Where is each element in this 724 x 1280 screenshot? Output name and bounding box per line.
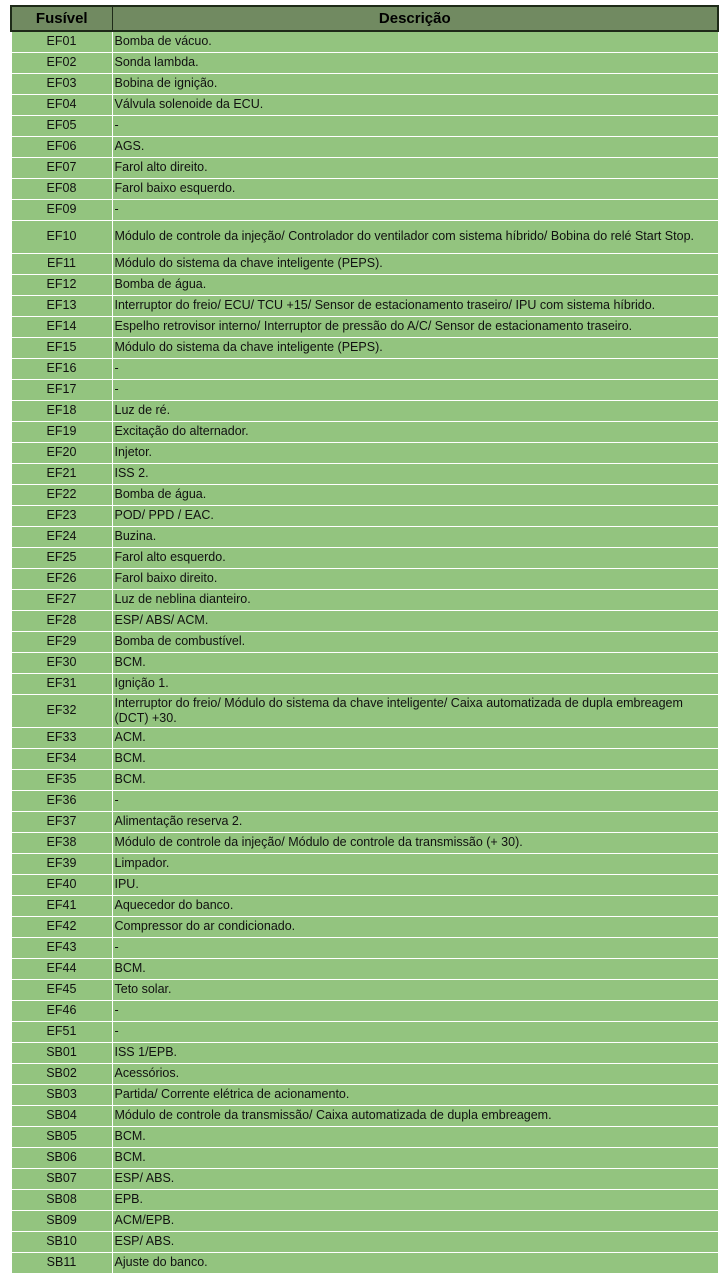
table-row: [11, 748, 718, 769]
table-row: [11, 1231, 718, 1252]
table-row: [11, 652, 718, 673]
fuse-id-cell: EF20: [11, 442, 112, 463]
fuse-description-cell: BCM.: [112, 652, 718, 673]
fuse-id-cell: EF34: [11, 748, 112, 769]
table-row: [11, 115, 718, 136]
fuse-description-cell: Bobina de ignição.: [112, 73, 718, 94]
fuse-id-cell: EF28: [11, 610, 112, 631]
table-row: [11, 937, 718, 958]
table-row: [11, 1210, 718, 1231]
fuse-description-cell: Ajuste do banco.: [112, 1252, 718, 1273]
fuse-description-cell: Módulo de controle da injeção/ Módulo de controle da transmissão (+ 30).: [112, 832, 718, 853]
fuse-description-cell: ISS 1/EPB.: [112, 1042, 718, 1063]
fuse-id-cell: EF09: [11, 199, 112, 220]
table-row: [11, 694, 718, 727]
fuse-description-cell: Partida/ Corrente elétrica de acionamento.: [112, 1084, 718, 1105]
fuse-id-cell: SB05: [11, 1126, 112, 1147]
fuse-id-cell: SB03: [11, 1084, 112, 1105]
table-row: [11, 73, 718, 94]
fuse-description-cell: BCM.: [112, 958, 718, 979]
fuse-description-cell: Aquecedor do banco.: [112, 895, 718, 916]
table-row: [11, 1042, 718, 1063]
table-row: [11, 874, 718, 895]
fuse-id-cell: SB10: [11, 1231, 112, 1252]
table-row: [11, 1252, 718, 1273]
fuse-description-cell: Válvula solenoide da ECU.: [112, 94, 718, 115]
fuse-description-cell: Ignição 1.: [112, 673, 718, 694]
table-row: [11, 178, 718, 199]
table-row: [11, 979, 718, 1000]
fuse-id-cell: EF22: [11, 484, 112, 505]
fuse-description-cell: Bomba de combustível.: [112, 631, 718, 652]
table-row: [11, 379, 718, 400]
fuse-description-cell: -: [112, 379, 718, 400]
fuse-description-cell: -: [112, 1000, 718, 1021]
fuse-description-cell: Luz de ré.: [112, 400, 718, 421]
fuse-description-cell: Farol baixo esquerdo.: [112, 178, 718, 199]
table-row: [11, 568, 718, 589]
fuse-description-cell: -: [112, 199, 718, 220]
fuse-description-cell: Excitação do alternador.: [112, 421, 718, 442]
fuse-description-cell: POD/ PPD / EAC.: [112, 505, 718, 526]
table-row: [11, 463, 718, 484]
table-row: [11, 1000, 718, 1021]
fuse-id-cell: EF43: [11, 937, 112, 958]
fuse-id-cell: EF44: [11, 958, 112, 979]
fuse-description-cell: Farol baixo direito.: [112, 568, 718, 589]
table-row: [11, 505, 718, 526]
fuse-id-cell: EF36: [11, 790, 112, 811]
fuse-description-cell: Bomba de vácuo.: [112, 31, 718, 52]
fuse-description-cell: AGS.: [112, 136, 718, 157]
fuse-id-cell: EF23: [11, 505, 112, 526]
fuse-id-cell: SB07: [11, 1168, 112, 1189]
fuse-description-cell: ESP/ ABS.: [112, 1168, 718, 1189]
fuse-id-cell: EF01: [11, 31, 112, 52]
fuse-id-cell: EF19: [11, 421, 112, 442]
fuse-id-cell: EF45: [11, 979, 112, 1000]
fuse-id-cell: SB01: [11, 1042, 112, 1063]
table-row: [11, 316, 718, 337]
fuse-id-cell: SB06: [11, 1147, 112, 1168]
fuse-description-cell: ACM/EPB.: [112, 1210, 718, 1231]
fuse-description-cell: BCM.: [112, 769, 718, 790]
table-row: [11, 400, 718, 421]
fuse-description-cell: Módulo do sistema da chave inteligente (PEPS).: [112, 337, 718, 358]
fuse-id-cell: EF26: [11, 568, 112, 589]
fuse-id-cell: EF18: [11, 400, 112, 421]
fuse-description-cell: Interruptor do freio/ ECU/ TCU +15/ Sensor de estacionamento traseiro/ IPU com sistema híbrido.: [112, 295, 718, 316]
table-row: [11, 1147, 718, 1168]
table-row: [11, 727, 718, 748]
fuse-id-cell: EF30: [11, 652, 112, 673]
fuse-table: [10, 5, 719, 1274]
fuse-id-cell: EF17: [11, 379, 112, 400]
fuse-id-cell: SB02: [11, 1063, 112, 1084]
fuse-id-cell: EF37: [11, 811, 112, 832]
fuse-id-cell: EF51: [11, 1021, 112, 1042]
fuse-description-cell: IPU.: [112, 874, 718, 895]
table-row: [11, 274, 718, 295]
table-row: [11, 853, 718, 874]
fuse-table-body: [11, 31, 718, 1273]
table-row: [11, 442, 718, 463]
table-row: [11, 811, 718, 832]
table-row: [11, 337, 718, 358]
table-row: [11, 631, 718, 652]
table-row: [11, 1021, 718, 1042]
fuse-description-cell: BCM.: [112, 748, 718, 769]
fuse-column-header: Fusível: [11, 6, 112, 31]
fuse-description-cell: Módulo do sistema da chave inteligente (PEPS).: [112, 253, 718, 274]
fuse-description-cell: Luz de neblina dianteiro.: [112, 589, 718, 610]
table-row: [11, 157, 718, 178]
fuse-id-cell: EF08: [11, 178, 112, 199]
fuse-description-cell: BCM.: [112, 1126, 718, 1147]
fuse-id-cell: EF14: [11, 316, 112, 337]
table-row: [11, 52, 718, 73]
fuse-description-cell: Limpador.: [112, 853, 718, 874]
fuse-id-cell: EF06: [11, 136, 112, 157]
table-row: [11, 31, 718, 52]
fuse-id-cell: SB08: [11, 1189, 112, 1210]
table-row: [11, 610, 718, 631]
fuse-id-cell: EF39: [11, 853, 112, 874]
fuse-description-cell: Espelho retrovisor interno/ Interruptor de pressão do A/C/ Sensor de estacionamento traseiro.: [112, 316, 718, 337]
table-row: [11, 673, 718, 694]
fuse-description-cell: ISS 2.: [112, 463, 718, 484]
fuse-id-cell: SB09: [11, 1210, 112, 1231]
fuse-id-cell: EF46: [11, 1000, 112, 1021]
fuse-description-cell: BCM.: [112, 1147, 718, 1168]
table-row: [11, 1063, 718, 1084]
table-row: [11, 199, 718, 220]
fuse-description-cell: Acessórios.: [112, 1063, 718, 1084]
table-row: [11, 1084, 718, 1105]
fuse-description-cell: ESP/ ABS/ ACM.: [112, 610, 718, 631]
table-row: [11, 769, 718, 790]
fuse-description-cell: -: [112, 358, 718, 379]
table-row: [11, 547, 718, 568]
fuse-description-cell: -: [112, 1021, 718, 1042]
fuse-id-cell: EF11: [11, 253, 112, 274]
table-row: [11, 526, 718, 547]
table-row: [11, 589, 718, 610]
fuse-description-cell: ESP/ ABS.: [112, 1231, 718, 1252]
fuse-id-cell: EF04: [11, 94, 112, 115]
fuse-id-cell: EF29: [11, 631, 112, 652]
fuse-description-cell: EPB.: [112, 1189, 718, 1210]
fuse-description-cell: Compressor do ar condicionado.: [112, 916, 718, 937]
table-row: [11, 1168, 718, 1189]
table-row: [11, 253, 718, 274]
header-row: [11, 6, 718, 31]
table-row: [11, 1126, 718, 1147]
fuse-id-cell: EF03: [11, 73, 112, 94]
fuse-description-cell: Teto solar.: [112, 979, 718, 1000]
fuse-id-cell: EF05: [11, 115, 112, 136]
fuse-id-cell: EF38: [11, 832, 112, 853]
fuse-description-cell: -: [112, 115, 718, 136]
fuse-id-cell: EF13: [11, 295, 112, 316]
fuse-id-cell: EF27: [11, 589, 112, 610]
fuse-description-cell: Módulo de controle da transmissão/ Caixa automatizada de dupla embreagem.: [112, 1105, 718, 1126]
fuse-description-cell: Módulo de controle da injeção/ Controlador do ventilador com sistema híbrido/ Bobina do relé Start Stop.: [112, 220, 718, 253]
fuse-description-cell: Bomba de água.: [112, 484, 718, 505]
fuse-id-cell: EF10: [11, 220, 112, 253]
fuse-description-cell: Bomba de água.: [112, 274, 718, 295]
table-row: [11, 1105, 718, 1126]
fuse-id-cell: EF42: [11, 916, 112, 937]
fuse-description-cell: Sonda lambda.: [112, 52, 718, 73]
fuse-description-cell: Farol alto esquerdo.: [112, 547, 718, 568]
fuse-id-cell: EF15: [11, 337, 112, 358]
fuse-id-cell: EF16: [11, 358, 112, 379]
fuse-description-cell: Interruptor do freio/ Módulo do sistema da chave inteligente/ Caixa automatizada de dupla embreagem (DCT) +30.: [112, 694, 718, 727]
table-row: [11, 1189, 718, 1210]
table-row: [11, 220, 718, 253]
fuse-description-cell: -: [112, 937, 718, 958]
fuse-id-cell: SB04: [11, 1105, 112, 1126]
fuse-id-cell: EF21: [11, 463, 112, 484]
fuse-id-cell: EF35: [11, 769, 112, 790]
fuse-id-cell: EF40: [11, 874, 112, 895]
table-row: [11, 916, 718, 937]
fuse-id-cell: EF24: [11, 526, 112, 547]
fuse-id-cell: SB11: [11, 1252, 112, 1273]
table-row: [11, 421, 718, 442]
fuse-description-cell: ACM.: [112, 727, 718, 748]
fuse-description-cell: Buzina.: [112, 526, 718, 547]
table-row: [11, 958, 718, 979]
fuse-description-cell: Alimentação reserva 2.: [112, 811, 718, 832]
table-row: [11, 790, 718, 811]
table-row: [11, 295, 718, 316]
fuse-id-cell: EF33: [11, 727, 112, 748]
fuse-description-cell: Injetor.: [112, 442, 718, 463]
table-row: [11, 832, 718, 853]
fuse-id-cell: EF12: [11, 274, 112, 295]
fuse-description-cell: -: [112, 790, 718, 811]
table-row: [11, 358, 718, 379]
fuse-id-cell: EF07: [11, 157, 112, 178]
table-row: [11, 94, 718, 115]
description-column-header: Descrição: [112, 6, 718, 31]
table-row: [11, 136, 718, 157]
fuse-id-cell: EF32: [11, 694, 112, 727]
fuse-description-cell: Farol alto direito.: [112, 157, 718, 178]
fuse-id-cell: EF02: [11, 52, 112, 73]
table-row: [11, 895, 718, 916]
table-row: [11, 484, 718, 505]
fuse-id-cell: EF25: [11, 547, 112, 568]
fuse-id-cell: EF31: [11, 673, 112, 694]
fuse-id-cell: EF41: [11, 895, 112, 916]
